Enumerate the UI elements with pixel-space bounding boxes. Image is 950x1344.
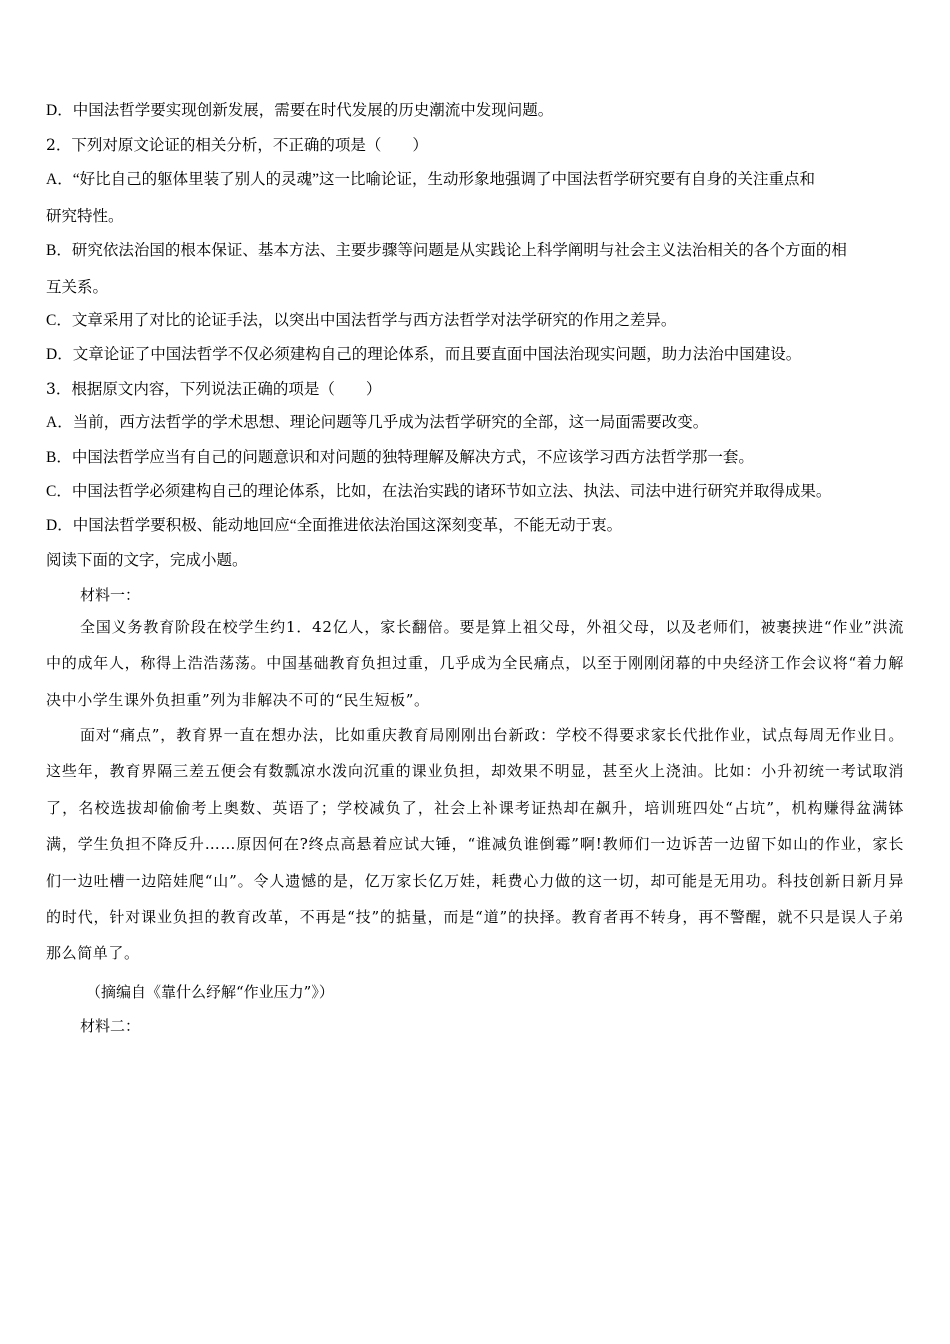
q3-option-d: D．中国法哲学要积极、能动地回应“全面推进依法治国这深刻变革，不能无动于衷。 — [46, 517, 623, 534]
material2-heading: 材料二： — [80, 1017, 141, 1035]
material1-heading: 材料一： — [80, 586, 141, 604]
q3-option-a: A．当前，西方法哲学的学术思想、理论问题等几乎成为法哲学研究的全部，这一局面需要改变。 — [46, 414, 709, 431]
q2-option-b-line1: B．研究依法治国的根本保证、基本方法、主要步骤等问题是从实践论上科学阐明与社会主义法治相关的各个方面的相 — [46, 242, 847, 259]
q2-stem: 2．下列对原文论证的相关分析，不正确的项是（ ） — [46, 136, 428, 154]
material1-source: （摘编自《靠什么纾解“作业压力”》） — [86, 983, 334, 1001]
q2-option-c: C．文章采用了对比的论证手法，以突出中国法哲学与西方法哲学对法学研究的作用之差异。 — [46, 312, 677, 329]
material1-paragraph2: 面对“痛点”，教育界一直在想办法，比如重庆教育局刚刚出台新政：学校不得要求家长代批作业，试点每周无作业日。这些年，教育界隔三差五便会有数瓢凉水泼向沉重的课业负担，却效果不明显，甚至火上浇油。比如：小升初统一考试取消了，名校选拔却偷偷考上奥数、英语了；学校减负了，社会上补课考证热却在飙升，培训班四处“占坑”，机构赚得盆满钵满，学生负担不降反升……原因何在?终点高悬着应试大锤，“谁减负谁倒霉”啊!教师们一边诉苦一边留下如山的作业，家长们一边吐槽一边陪娃爬“山”。令人遗憾的是，亿万家长亿万娃，耗费心力做的这一切，却可能是无用功。科技创新日新月异的时代，针对课业负担的教育改革，不再是“技”的掂量，而是“道”的抉择。教育者再不转身，再不警醒，就不只是误人子弟那么简单了。 — [46, 726, 904, 963]
reading-instruction: 阅读下面的文字，完成小题。 — [46, 551, 248, 569]
q2-option-d: D．文章论证了中国法哲学不仅必须建构自己的理论体系，而且要直面中国法治现实问题，助力法治中国建设。 — [46, 346, 802, 363]
material1-paragraph1: 全国义务教育阶段在校学生约1．42亿人，家长翻倍。要是算上祖父母，外祖父母，以及老师们，被裹挟进“作业”洪流中的成年人，称得上浩浩荡荡。中国基础教育负担过重，几乎成为全民痛点，以至于刚刚闭幕的中央经济工作会议将“着力解决中小学生课外负担重”列为非解决不可的“民生短板”。 — [46, 618, 904, 709]
q1-option-d: D．中国法哲学要实现创新发展，需要在时代发展的历史潮流中发现问题。 — [46, 102, 554, 119]
q3-option-b: B．中国法哲学应当有自己的问题意识和对问题的独特理解及解决方式，不应该学习西方法哲学那一套。 — [46, 449, 754, 466]
q2-option-a-line1: A．“好比自己的躯体里装了别人的灵魂”这一比喻论证，生动形象地强调了中国法哲学研究要有自身的关注重点和 — [46, 171, 815, 188]
q3-stem: 3．根据原文内容，下列说法正确的项是（ ） — [46, 380, 382, 398]
q2-option-b-line2: 互关系。 — [46, 278, 109, 296]
q2-option-a-line2: 研究特性。 — [46, 207, 124, 225]
q3-option-c: C．中国法哲学必须建构自己的理论体系，比如，在法治实践的诸环节如立法、执法、司法中进行研究并取得成果。 — [46, 483, 832, 500]
